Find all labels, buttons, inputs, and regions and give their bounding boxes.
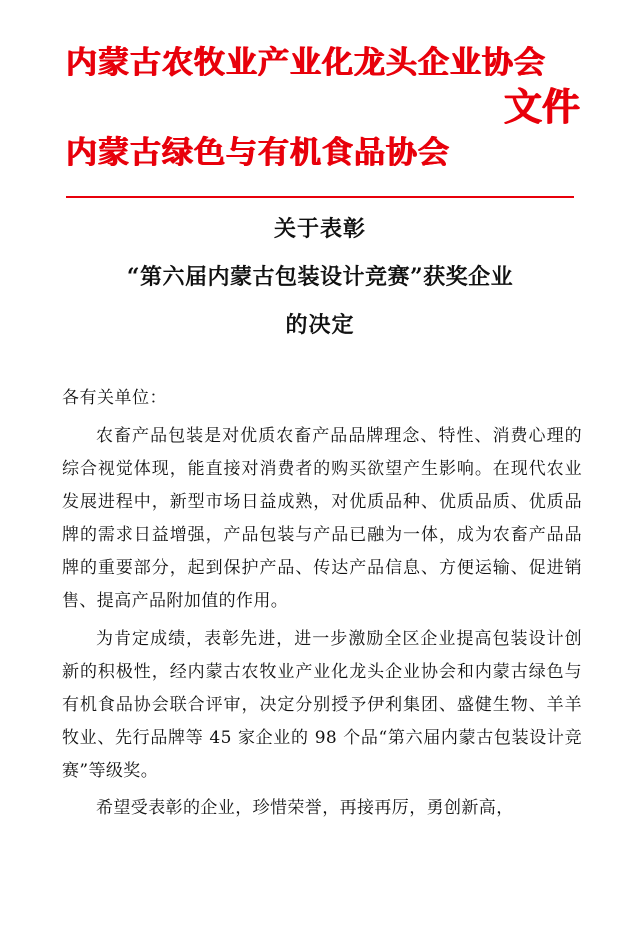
title-line-1: 关于表彰 [273, 216, 366, 242]
document-body [62, 384, 582, 829]
title-line-2: “第六届内蒙古包装设计竞赛”获奖企业 [126, 264, 514, 290]
document-masthead [56, 0, 584, 171]
body-paragraph-2: 为肯定成绩，表彰先进，进一步激励全区企业提高包装设计创新的积极性，经内蒙古农牧业产业化龙头企业协会和内蒙古绿色与有机食品协会联合评审，决定分别授予伊利集团、盛健生物、羊羊牧业、先行品牌等 45 家企业的 98 个品“第六届内蒙古包装设计竞赛”等级奖。 [62, 628, 582, 782]
title-line-3: 的决定 [285, 312, 355, 338]
body-paragraph-1: 农畜产品包装是对优质农畜产品品牌理念、特性、消费心理的综合视觉体现，能直接对消费者的购买欲望产生影响。在现代农业发展进程中，新型市场日益成熟，对优质品种、优质品质、优质品牌的需求日益增强，产品包装与产品已融为一体，成为农畜产品品牌的重要部分，起到保护产品、传达产品信息、方便运输、促进销售、提高产品附加值的作用。 [62, 425, 582, 612]
masthead-organization-line-1: 内蒙古农牧业产业化龙头企业协会 [66, 45, 546, 81]
salutation: 各有关单位： [62, 388, 167, 408]
masthead-red-rule [66, 196, 574, 198]
body-paragraph-3: 希望受表彰的企业，珍惜荣誉，再接再厉，勇创新高， [96, 798, 514, 819]
document-title [56, 218, 584, 336]
masthead-document-word: 文件 [504, 84, 581, 129]
masthead-organization-line-2: 内蒙古绿色与有机食品协会 [66, 135, 450, 171]
